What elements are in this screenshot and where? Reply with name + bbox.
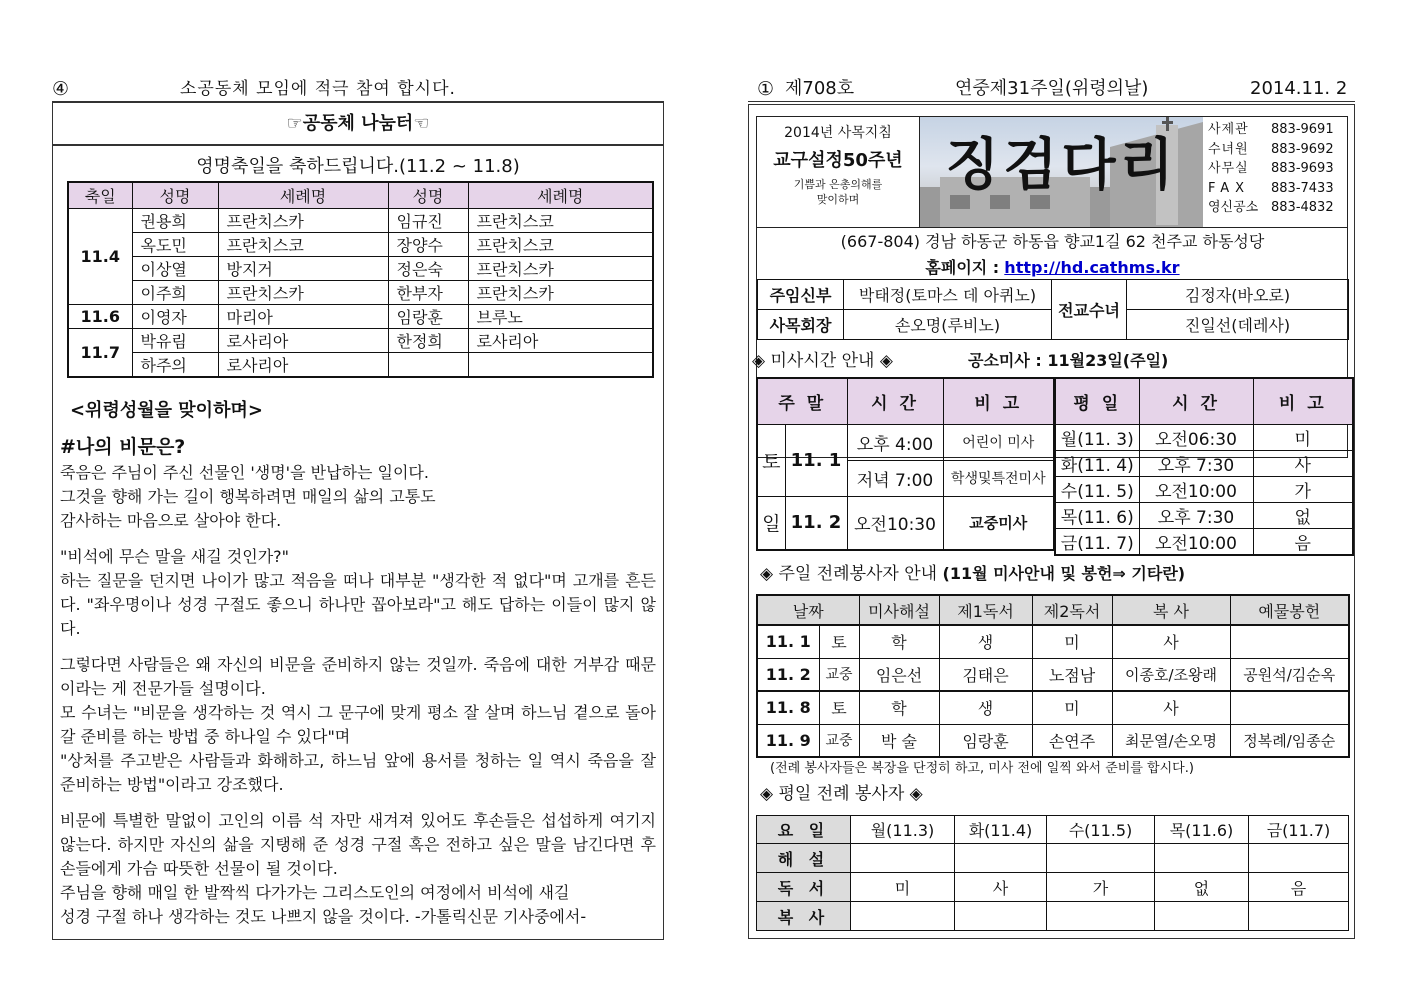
feast-name: 권용희 (132, 208, 218, 232)
servers-col-date: 날짜 (757, 595, 859, 625)
feast-baptismal-name: 프란치스코 (218, 232, 388, 256)
feast-name: 이영자 (132, 304, 218, 328)
weekend-date: 11. 1 (785, 424, 847, 496)
staff-table (757, 279, 1349, 340)
weekday-label: 요 일 (757, 816, 851, 844)
weekday-mass-table (1054, 377, 1354, 556)
weekend-day: 일 (757, 496, 785, 550)
weekday-cell (1155, 844, 1249, 873)
weekday-cell: 없 (1155, 873, 1249, 902)
contact-label: 수녀원 (1208, 141, 1249, 157)
weekday-day: 월(11.3) (851, 816, 955, 844)
server-cell: 정복례/임종순 (1230, 724, 1349, 757)
sister-name: 진일선(데레사) (1127, 310, 1349, 340)
weekday-day: 목(11.6) (1155, 816, 1249, 844)
mass-note: 학생및특전미사 (943, 460, 1054, 496)
feast-name: 한부자 (388, 280, 468, 304)
weekend-col: 주 말 (757, 378, 847, 424)
weekday-day: 목(11. 6) (1055, 502, 1139, 528)
motto-line-2: 맞이하며 (816, 193, 860, 206)
feast-table (67, 181, 654, 378)
feast-baptismal-name: 프란치스카 (218, 208, 388, 232)
servers-col-reading2: 제2독서 (1032, 595, 1112, 625)
weekday-cell: 사 (955, 873, 1047, 902)
feast-col-baptismal: 세례명 (218, 182, 388, 208)
weekday-day: 수(11. 5) (1055, 476, 1139, 502)
contact-label: 사제관 (1208, 122, 1249, 137)
feast-name: 임규진 (388, 208, 468, 232)
feast-date: 11.6 (68, 304, 132, 328)
feast-baptismal-name: 프란치스카 (468, 280, 653, 304)
contact-item (1208, 120, 1349, 140)
table-row (757, 496, 1054, 550)
server-cell: 최문열/손오명 (1112, 724, 1230, 757)
feast-col-baptismal-2: 세례명 (468, 182, 653, 208)
table-row (1055, 424, 1353, 450)
feast-baptismal-name: 로사리아 (468, 328, 653, 352)
contact-item (1208, 179, 1349, 199)
feast-name: 임랑훈 (388, 304, 468, 328)
servers-footnote: (전례 봉사자들은 복장을 단정히 하고, 미사 전에 일찍 와서 준비를 합시다.) (770, 761, 1194, 776)
weekend-mass-table (756, 377, 1055, 551)
feast-date: 11.4 (68, 208, 132, 304)
weekday-cell (955, 844, 1047, 873)
mass-note: 교중미사 (943, 496, 1054, 550)
server-cell: 생 (939, 625, 1032, 658)
server-cell: 김태은 (939, 658, 1032, 691)
feast-baptismal-name: 브루노 (468, 304, 653, 328)
sunday-title: 연중제31주일(위령의날) (955, 78, 1149, 99)
server-cell (1230, 691, 1349, 724)
weekend-day: 토 (757, 424, 785, 496)
mass-time: 오후 7:30 (1139, 502, 1253, 528)
church-address: (667-804) 경남 하동군 하동읍 향교1길 62 천주교 하동성당 (840, 232, 1265, 251)
server-cell: 생 (939, 691, 1032, 724)
table-row (68, 280, 653, 304)
sunday-servers-note: (11월 미사안내 및 봉헌⇒ 기타란) (942, 564, 1186, 583)
contact-item (1208, 159, 1349, 179)
feast-name: 하주의 (132, 352, 218, 377)
weekday-day: 화(11. 4) (1055, 450, 1139, 476)
table-row (757, 902, 1349, 931)
table-row (68, 352, 653, 377)
server-cell: 사 (1112, 691, 1230, 724)
table-row (68, 256, 653, 280)
sunday-servers-table (756, 594, 1350, 758)
table-row (68, 328, 653, 352)
weekday-cell (851, 902, 955, 931)
table-row (757, 873, 1349, 902)
article-paragraph-1: 죽음은 주님이 주신 선물인 '생명'을 반납하는 일이다. 그것을 향해 가는 길이 행복하려면 매일의 삶의 고통도 감사하는 마음으로 살아야 한다. (60, 463, 436, 530)
sister-name: 김정자(바오로) (1127, 280, 1349, 310)
homepage-line (757, 258, 1348, 278)
feast-baptismal-name: 프란치스카 (468, 256, 653, 280)
weekday-servers-heading: ◈ 평일 전례 봉사자 ◈ (760, 784, 923, 804)
weekend-date: 11. 2 (785, 496, 847, 550)
mass-time: 오전10:00 (1139, 528, 1253, 555)
table-row (1055, 476, 1353, 502)
server-date: 11. 9 (757, 724, 819, 757)
weekday-cell (955, 902, 1047, 931)
feast-baptismal-name: 프란치스코 (468, 208, 653, 232)
feast-col-name: 성명 (132, 182, 218, 208)
feast-name (388, 352, 468, 377)
server-cell: 미 (1032, 691, 1112, 724)
server-mass-type: 교중 (819, 658, 859, 691)
weekend-time-col: 시 간 (847, 378, 943, 424)
server-cell: 사 (1112, 625, 1230, 658)
mission-mass-note: 공소미사 : 11월23일(주일) (968, 351, 1169, 370)
article-paragraph-4: 비문에 특별한 말없이 고인의 이름 석 자만 새겨져 있어도 후손들은 섭섭하게 여기지 않는다. 하지만 자신의 삶을 지탱해 준 성경 구절 혹은 전하고 싶은 말을 남긴다면 후손들에게 가슴 따뜻한 선물이 될 것이다. 주님을 향해 매일 한 발짝씩 다가가는 그리스도인의 여정에서 비석에 새길 성경 구절 하나 생각하는 것도 나쁘지 않을 것이다. -가톨릭신문 기사중에서- (60, 811, 656, 926)
motto-line-1: 기쁨과 은총의해를 (793, 178, 883, 191)
weekday-cell (1047, 844, 1155, 873)
feast-name: 이주희 (132, 280, 218, 304)
table-row (757, 658, 1349, 691)
homepage-link[interactable]: http://hd.cathms.kr (1004, 258, 1180, 277)
contact-label: FAX (1208, 180, 1251, 196)
feast-baptismal-name: 프란치스카 (218, 280, 388, 304)
table-row (757, 625, 1349, 658)
feast-name: 정은숙 (388, 256, 468, 280)
mass-note: 없 (1253, 502, 1353, 528)
contact-label: 영신공소 (1208, 200, 1259, 215)
pastoral-guideline-box (757, 117, 920, 227)
servers-col-commentary: 미사해설 (859, 595, 939, 625)
contact-number: 883-7433 (1271, 180, 1334, 196)
feast-col-date: 축일 (68, 182, 132, 208)
right-page-number: ① (757, 78, 775, 100)
server-cell: 학 (859, 625, 939, 658)
table-row (757, 424, 1054, 460)
pastoral-year: 2014년 사목지침 (784, 125, 892, 141)
table-row (68, 304, 653, 328)
feast-date: 11.7 (68, 328, 132, 377)
server-cell: 학 (859, 691, 939, 724)
mass-time: 오전10:30 (847, 496, 943, 550)
feast-baptismal-name: 방지거 (218, 256, 388, 280)
council-label: 사목회장 (758, 310, 844, 340)
issue-number: 제708호 (785, 78, 855, 99)
feast-name: 이상열 (132, 256, 218, 280)
weekday-cell (1047, 902, 1155, 931)
church-photo (920, 117, 1203, 227)
table-row (757, 691, 1349, 724)
table-row (757, 724, 1349, 757)
mass-time: 오후 7:30 (1139, 450, 1253, 476)
server-cell: 임랑훈 (939, 724, 1032, 757)
contact-label: 사무실 (1208, 161, 1249, 176)
server-cell: 박 술 (859, 724, 939, 757)
feast-baptismal-name: 로사리아 (218, 352, 388, 377)
article-subheading: #나의 비문은? (60, 436, 186, 458)
table-header-row (757, 378, 1054, 424)
sister-label: 전교수녀 (1052, 280, 1127, 340)
feast-baptismal-name: 프란치스코 (468, 232, 653, 256)
weekday-cell (1249, 902, 1349, 931)
server-cell (1230, 625, 1349, 658)
weekday-servers-table (756, 815, 1349, 931)
newsletter-logo: 징검다리 (945, 132, 1178, 198)
contact-number: 883-9691 (1271, 122, 1334, 137)
table-row (68, 232, 653, 256)
table-header-row (1055, 378, 1353, 424)
weekday-cell: 미 (851, 873, 955, 902)
table-row (68, 208, 653, 232)
homepage-label: 홈페이지 : (925, 258, 1000, 277)
mass-time: 오후 4:00 (847, 424, 943, 460)
weekday-day: 금(11. 7) (1055, 528, 1139, 555)
table-row (1055, 450, 1353, 476)
server-mass-type: 토 (819, 691, 859, 724)
weekday-day: 금(11.7) (1249, 816, 1349, 844)
weekday-cell (1249, 844, 1349, 873)
mass-note: 미 (1253, 424, 1353, 450)
table-header-row (757, 595, 1349, 625)
server-cell: 공원석/김순옥 (1230, 658, 1349, 691)
mass-note: 어린이 미사 (943, 424, 1054, 460)
mass-heading: ◈ 미사시간 안내 ◈ (752, 351, 893, 371)
feast-name: 장양수 (388, 232, 468, 256)
mass-note: 가 (1253, 476, 1353, 502)
mass-time: 오전06:30 (1139, 424, 1253, 450)
feast-name: 박유림 (132, 328, 218, 352)
server-cell: 미 (1032, 625, 1112, 658)
mass-note: 사 (1253, 450, 1353, 476)
mass-time: 저녁 7:00 (847, 460, 943, 496)
table-header-row (757, 816, 1349, 844)
server-date: 11. 1 (757, 625, 819, 658)
weekday-cell (1155, 902, 1249, 931)
article-paragraph-2: "비석에 무슨 말을 새길 것인가?" 하는 질문을 던지면 나이가 많고 적음을 떠나 대부분 "생각한 적 없다"며 고개를 흔든다. "좌우명이나 성경 구절도 좋으니 하나만 꼽아보라"고 해도 답하는 이들이 많지 않다. (60, 547, 656, 638)
feast-baptismal-name (468, 352, 653, 377)
pastor-name: 박태정(토마스 데 아퀴노) (844, 280, 1052, 310)
weekday-role: 독 서 (757, 873, 851, 902)
weekend-note-col: 비 고 (943, 378, 1054, 424)
weekday-note-col: 비 고 (1253, 378, 1353, 424)
feast-name: 한정희 (388, 328, 468, 352)
commune-section-title: ☞공동체 나눔터☜ (286, 113, 430, 134)
contact-number: 883-9692 (1271, 141, 1334, 157)
server-mass-type: 토 (819, 625, 859, 658)
weekday-cell (851, 844, 955, 873)
contact-item (1208, 198, 1349, 218)
servers-col-reading1: 제1독서 (939, 595, 1032, 625)
mass-time: 오전10:00 (1139, 476, 1253, 502)
mass-note: 음 (1253, 528, 1353, 555)
feast-baptismal-name: 로사리아 (218, 328, 388, 352)
table-row (757, 844, 1349, 873)
contact-list (1205, 117, 1349, 227)
council-name: 손오명(루비노) (844, 310, 1052, 340)
weekday-col: 평 일 (1055, 378, 1139, 424)
feast-name: 옥도민 (132, 232, 218, 256)
weekday-day: 월(11. 3) (1055, 424, 1139, 450)
feast-col-name-2: 성명 (388, 182, 468, 208)
feast-title: 영명축일을 축하드립니다.(11.2 ~ 11.8) (196, 156, 520, 177)
address-block (757, 227, 1348, 280)
weekday-day: 수(11.5) (1047, 816, 1155, 844)
servers-col-offering: 예물봉헌 (1230, 595, 1349, 625)
table-row (1055, 502, 1353, 528)
server-mass-type: 교중 (819, 724, 859, 757)
server-cell: 손연주 (1032, 724, 1112, 757)
pastor-label: 주임신부 (758, 280, 844, 310)
article-paragraph-3: 그렇다면 사람들은 왜 자신의 비문을 준비하지 않는 것일까. 죽음에 대한 거부감 때문이라는 게 전문가들 설명이다. 모 수녀는 "비문을 생각하는 것 역시 그 문구에 맞게 평소 잘 살며 하느님 곁으로 돌아갈 준비를 하는 방법 중 하나일 수 있다"며 "상처를 주고받은 사람들과 화해하고, 하느님 앞에 용서를 청하는 일 역시 죽음을 잘 준비하는 방법"이라고 강조했다. (60, 655, 656, 794)
server-date: 11. 2 (757, 658, 819, 691)
server-cell: 이종호/조왕래 (1112, 658, 1230, 691)
sunday-servers-heading (760, 564, 1185, 584)
anniversary-title: 교구설정50주년 (773, 150, 903, 171)
feast-baptismal-name: 마리아 (218, 304, 388, 328)
left-page-header: 소공동체 모임에 적극 참여 합시다. (180, 79, 456, 99)
weekday-cell: 음 (1249, 873, 1349, 902)
right-header-rule (748, 101, 1355, 102)
feast-header-row (68, 182, 653, 208)
table-row (758, 280, 1349, 310)
contact-number: 883-9693 (1271, 161, 1334, 176)
article-heading: <위령성월을 맞이하며> (70, 400, 263, 421)
weekday-day: 화(11.4) (955, 816, 1047, 844)
issue-date: 2014.11. 2 (1250, 78, 1348, 99)
weekday-time-col: 시 간 (1139, 378, 1253, 424)
servers-col-altar: 복 사 (1112, 595, 1230, 625)
weekday-cell: 가 (1047, 873, 1155, 902)
weekday-role: 복 사 (757, 902, 851, 931)
server-cell: 임은선 (859, 658, 939, 691)
contact-item (1208, 140, 1349, 160)
weekday-role: 해 설 (757, 844, 851, 873)
sunday-servers-title: ◈ 주일 전례봉사자 안내 (760, 564, 938, 584)
server-date: 11. 8 (757, 691, 819, 724)
table-row (1055, 528, 1353, 555)
left-page-number: ④ (52, 78, 70, 100)
server-cell: 노점남 (1032, 658, 1112, 691)
contact-number: 883-4832 (1271, 200, 1334, 215)
